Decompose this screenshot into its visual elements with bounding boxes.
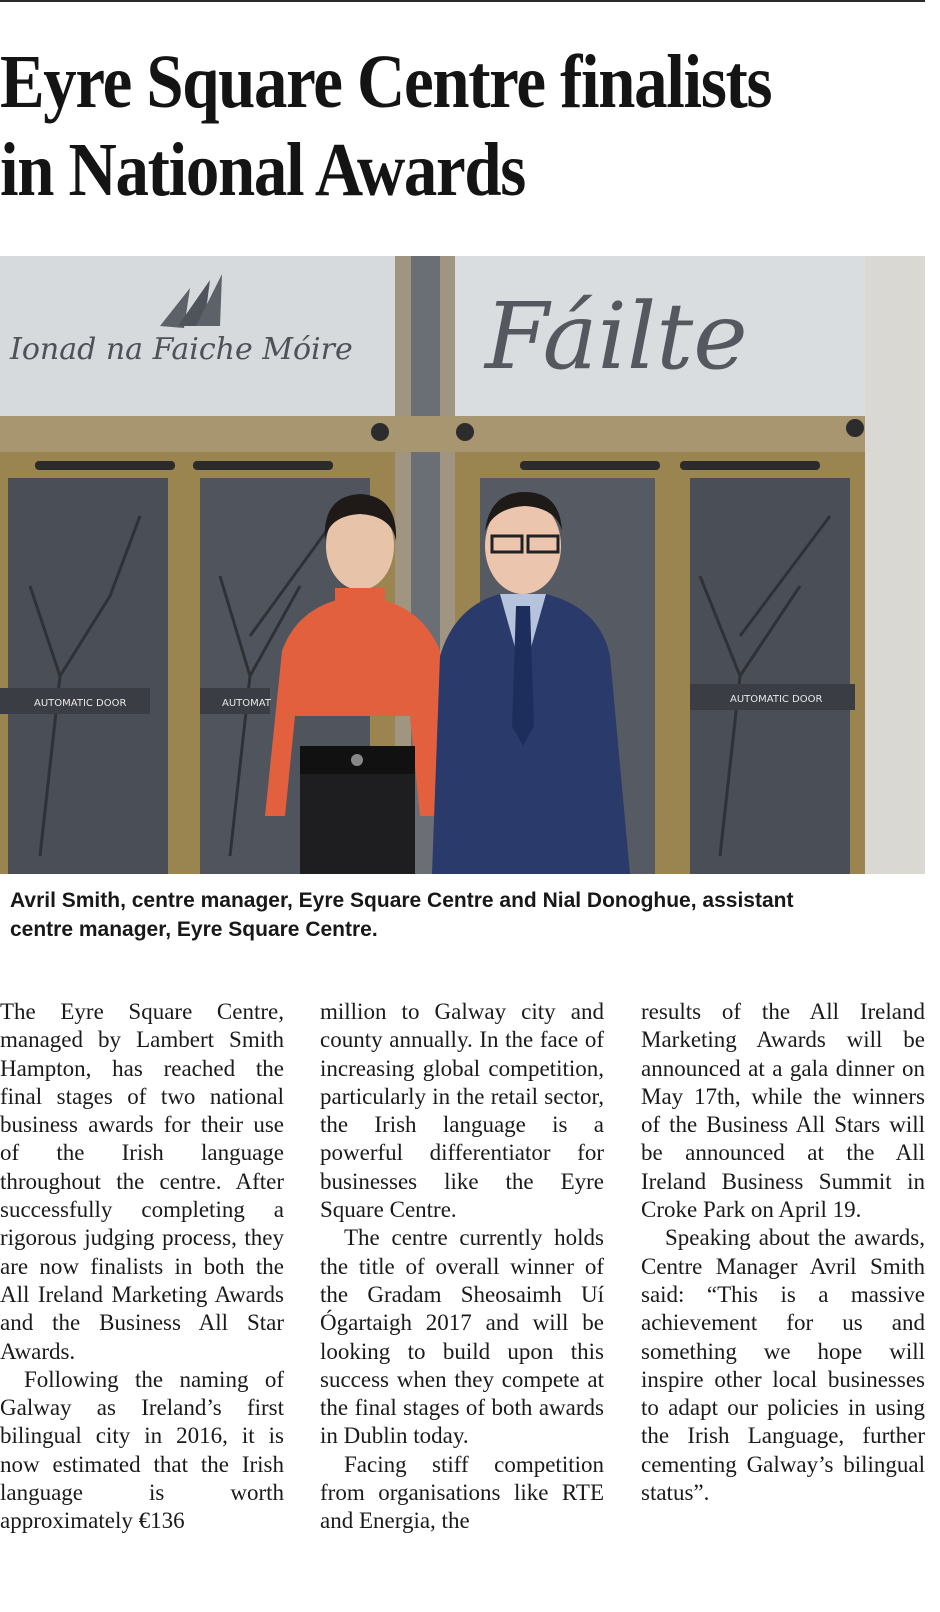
headline-line-1: Eyre Square Centre finalists — [0, 40, 772, 124]
auto-door-label-1: AUTOMATIC DOOR — [34, 698, 127, 709]
news-photo — [0, 256, 925, 874]
paragraph: Facing stiff competition from organisations like RTE and Energia, the — [320, 1451, 604, 1534]
sensor-left — [371, 423, 389, 441]
sign-text-irish: Ionad na Faiche Móire — [10, 332, 353, 367]
paragraph: Following the naming of Galway as Ireland’s first bilingual city in 2016, it is now estimated that the Irish language is worth approximately €136 — [0, 1366, 284, 1534]
door-header — [0, 416, 865, 452]
paragraph: The centre currently holds the title of overall winner of the Gradam Sheosaimh Uí Ógartaigh 2017 and will be looking to build upon this success when they compete at the final stages of both awards in Dublin today. — [320, 1225, 604, 1449]
paragraph: Speaking about the awards, Centre Manager Avril Smith said: “This is a massive achievement for us and something we hope will inspire other local businesses to adapt our policies in using the Irish Language, further cementing Galway’s bilingual status”. — [641, 1225, 925, 1506]
body-column-1 — [0, 998, 284, 1536]
top-rule — [0, 0, 925, 2]
body-column-2 — [320, 998, 604, 1536]
caption-line-2: centre manager, Eyre Square Centre. — [10, 918, 378, 941]
caption-line-1: Avril Smith, centre manager, Eyre Square Centre and Nial Donoghue, assistant — [10, 889, 794, 912]
article-body — [0, 998, 925, 1612]
headline-line-2: in National Awards — [0, 128, 526, 212]
sensor-right — [846, 419, 864, 437]
paragraph: The Eyre Square Centre, managed by Lambert Smith Hampton, has reached the final stages of two national business awards for their use of the Irish language throughout the centre. After successfully completing a rigorous judging process, they are now finalists in both the All Ireland Marketing Awards and the Business All Star Awards. — [0, 999, 284, 1364]
door-handle-bar-1 — [35, 461, 175, 470]
photo-scene — [0, 256, 925, 874]
sensor-center — [456, 423, 474, 441]
photo-caption — [10, 886, 915, 944]
door-handle-bar-2 — [193, 461, 333, 470]
paragraph: million to Galway city and county annually. In the face of increasing global competition, particularly in the retail sector, the Irish language is a powerful differentiator for businesses like the Eyre Square Centre. — [320, 999, 604, 1223]
door-handle-bar-3 — [520, 461, 660, 470]
stone-wall — [865, 256, 925, 874]
sign-text-failte: Fáilte — [485, 283, 748, 390]
left-door-glass-1 — [8, 478, 168, 874]
door-handle-bar-4 — [680, 461, 820, 470]
paragraph: results of the All Ireland Marketing Awards will be announced at a gala dinner on May 17th, while the winners of the Business All Stars will be announced at the All Ireland Business Summit in Croke Park on April 19. — [641, 999, 925, 1223]
auto-door-label-3: AUTOMATIC DOOR — [730, 694, 823, 705]
headline — [0, 38, 814, 214]
auto-door-label-2: AUTOMAT — [222, 698, 271, 709]
body-column-3 — [641, 998, 925, 1507]
right-door-glass-2 — [690, 478, 850, 874]
